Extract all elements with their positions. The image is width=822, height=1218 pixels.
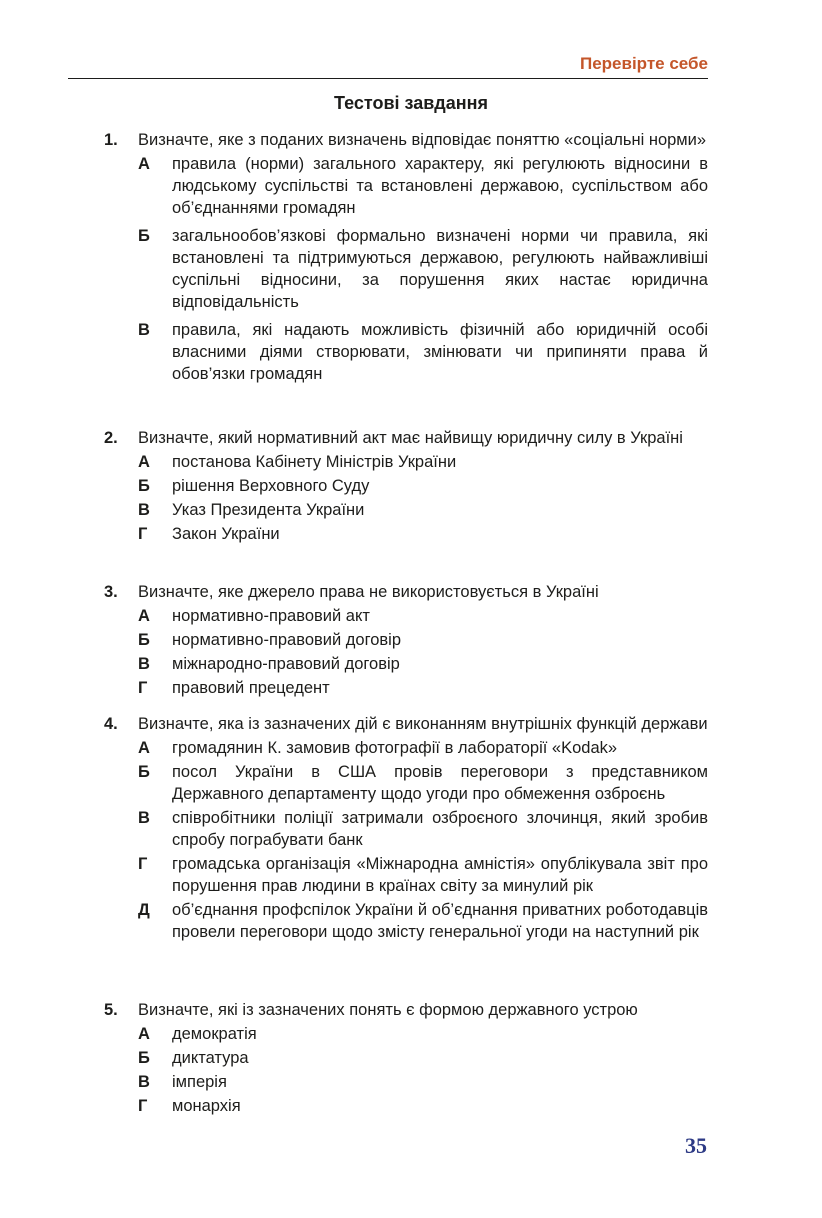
option-text: Указ Президента України — [172, 501, 365, 519]
question-5 — [104, 999, 708, 1117]
question-4 — [104, 713, 708, 943]
option-letter: Б — [138, 631, 150, 649]
option-letter: В — [138, 321, 150, 339]
option-text: рішення Верховного Суду — [172, 477, 370, 495]
option-a — [138, 451, 708, 473]
option-a — [138, 1023, 708, 1045]
option-letter: Б — [138, 477, 150, 495]
option-a — [138, 737, 708, 759]
option-letter: Б — [138, 227, 150, 245]
question-text: Визначте, яке джерело права не використовується в Україні — [138, 583, 599, 601]
option-letter: В — [138, 501, 150, 519]
option-text: правовий прецедент — [172, 679, 330, 697]
option-letter: Г — [138, 1097, 148, 1115]
question-number: 1. — [104, 131, 118, 149]
option-letter: А — [138, 607, 150, 625]
option-a — [138, 153, 708, 219]
option-text: громадська організація «Міжнародна амністія» опублікувала звіт про порушення прав людини в країнах світу за минулий рік — [172, 855, 708, 895]
option-letter: Г — [138, 525, 148, 543]
option-text: Закон України — [172, 525, 280, 543]
option-b — [138, 1047, 708, 1069]
option-g — [138, 853, 708, 897]
option-letter: В — [138, 655, 150, 673]
option-v — [138, 653, 708, 675]
option-text: співробітники поліції затримали озброєного злочинця, який зробив спробу пограбувати банк — [172, 809, 708, 849]
option-letter: А — [138, 155, 150, 173]
option-d — [138, 899, 708, 943]
option-text: правила, які надають можливість фізичній або юридичній особі власними діями створювати, змінювати чи припиняти права й обов’язки громадян — [172, 321, 708, 383]
option-letter: Г — [138, 679, 148, 697]
question-1 — [104, 129, 708, 385]
option-v — [138, 499, 708, 521]
question-2 — [104, 427, 708, 545]
option-a — [138, 605, 708, 627]
option-text: монархія — [172, 1097, 241, 1115]
option-text: імперія — [172, 1073, 227, 1091]
option-v — [138, 1071, 708, 1093]
options-list — [138, 451, 708, 545]
question-text: Визначте, яке з поданих визначень відповідає поняттю «соціальні норми» — [138, 131, 707, 149]
option-text: нормативно-правовий договір — [172, 631, 402, 649]
option-text: постанова Кабінету Міністрів України — [172, 453, 457, 471]
question-number: 3. — [104, 583, 118, 601]
option-b — [138, 761, 708, 805]
option-text: міжнародно-правовий договір — [172, 655, 400, 673]
option-g — [138, 1095, 708, 1117]
options-list — [138, 153, 708, 385]
option-text: нормативно-правовий акт — [172, 607, 370, 625]
option-letter: А — [138, 739, 150, 757]
question-3 — [104, 581, 708, 699]
question-number: 2. — [104, 429, 118, 447]
option-text: демократія — [172, 1025, 257, 1043]
option-v — [138, 807, 708, 851]
question-text: Визначте, які із зазначених понять є формою державного устрою — [138, 1001, 638, 1019]
option-v — [138, 319, 708, 385]
option-letter: Д — [138, 901, 150, 919]
option-g — [138, 523, 708, 545]
option-text: об’єднання профспілок України й об’єднання приватних роботодавців провели переговори щодо змісту генеральної угоди на наступний рік — [172, 901, 708, 941]
options-list — [138, 737, 708, 943]
question-number: 4. — [104, 715, 118, 733]
option-text: загальнообов’язкові формально визначені норми чи правила, які встановлені та підтримуються державою, регулюють найважливіші суспільні відносини, за порушення яких настає юридична відповідальність — [172, 227, 708, 311]
page-number: 35 — [685, 1133, 707, 1158]
options-list — [138, 1023, 708, 1117]
question-text: Визначте, який нормативний акт має найвищу юридичну силу в Україні — [138, 429, 683, 447]
question-text: Визначте, яка із зазначених дій є виконанням внутрішніх функцій держави — [138, 715, 708, 733]
option-g — [138, 677, 708, 699]
section-title: Тестові завдання — [334, 93, 488, 113]
option-letter: Б — [138, 1049, 150, 1067]
option-b — [138, 475, 708, 497]
option-letter: В — [138, 809, 150, 827]
option-letter: В — [138, 1073, 150, 1091]
option-b — [138, 225, 708, 313]
question-number: 5. — [104, 1001, 118, 1019]
option-text: диктатура — [172, 1049, 249, 1067]
option-b — [138, 629, 708, 651]
header-title: Перевірте себе — [580, 54, 708, 73]
option-text: правила (норми) загального характеру, які регулюють відносини в людському суспільстві та встановлені державою, суспільством або об’єднаннями громадян — [172, 155, 708, 217]
option-text: громадянин К. замовив фотографії в лабораторії «Kodak» — [172, 739, 618, 757]
option-letter: А — [138, 1025, 150, 1043]
option-text: посол України в США провів переговори з представником Державного департаменту щодо угоди про обмеження озброєнь — [172, 763, 708, 803]
option-letter: А — [138, 453, 150, 471]
page-header — [68, 52, 708, 79]
option-letter: Б — [138, 763, 150, 781]
option-letter: Г — [138, 855, 148, 873]
options-list — [138, 605, 708, 699]
